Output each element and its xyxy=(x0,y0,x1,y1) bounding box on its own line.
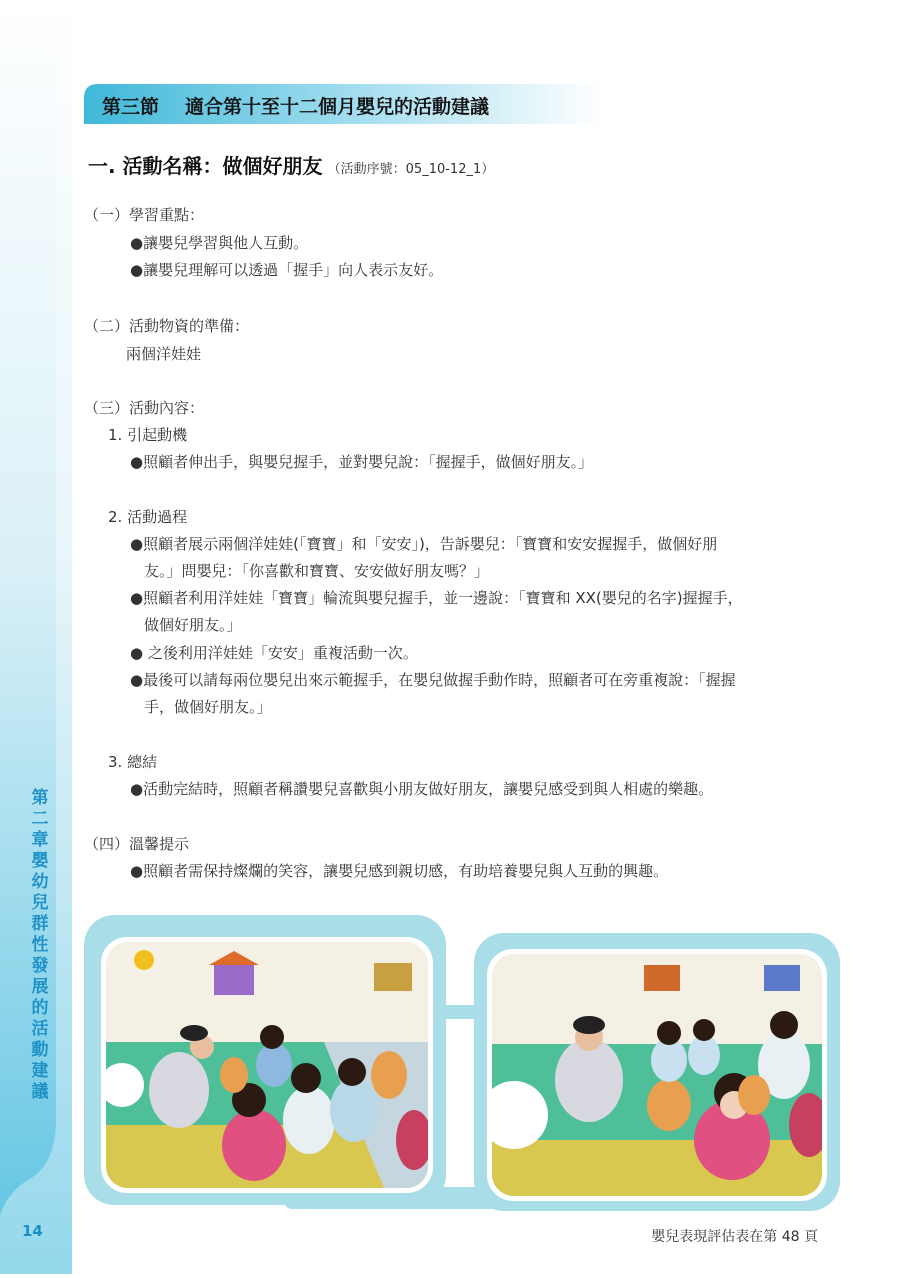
section-number: 第三節 xyxy=(102,96,160,118)
activity-heading: 一. 活動名稱：做個好朋友 xyxy=(88,154,323,178)
step1-heading: 1. 引起動機 xyxy=(108,426,188,444)
step2-line: 友。」問嬰兒：「你喜歡和寶寶、安安做好朋友嗎？」 xyxy=(144,562,490,580)
section-heading xyxy=(102,92,489,119)
materials-heading: （二）活動物資的準備： xyxy=(84,317,250,335)
activity-serial: （活動序號：05_10-12_1） xyxy=(327,162,495,177)
step3-heading: 3. 總結 xyxy=(108,753,158,771)
activity-title xyxy=(88,150,494,179)
focus-item: ●讓嬰兒理解可以透過「握手」向人表示友好。 xyxy=(130,261,444,279)
tips-heading: （四）溫馨提示 xyxy=(84,835,190,853)
activity-photo-left xyxy=(100,937,433,1193)
step2-line: 做個好朋友。」 xyxy=(144,616,242,634)
section-title: 適合第十至十二個月嬰兒的活動建議 xyxy=(185,96,490,118)
content-heading: （三）活動內容： xyxy=(84,399,205,417)
focus-item: ●讓嬰兒學習與他人互動。 xyxy=(130,234,309,252)
page-number: 14 xyxy=(22,1222,43,1240)
step2-line: 手，做個好朋友。」 xyxy=(144,698,272,716)
activity-photo-right xyxy=(480,949,829,1201)
materials-value: 兩個洋娃娃 xyxy=(126,345,202,363)
photo-gallery xyxy=(84,915,840,1211)
step2-line: ●照顧者展示兩個洋娃娃(「寶寶」和「安安」)，告訴嬰兒：「寶寶和安安握握手，做個好朋 xyxy=(130,535,718,553)
step1-item: ●照顧者伸出手，與嬰兒握手，並對嬰兒說：「握握手，做個好朋友。」 xyxy=(130,453,594,471)
step3-item: ●活動完結時，照顧者稱讚嬰兒喜歡與小朋友做好朋友，讓嬰兒感受到與人相處的樂趣。 xyxy=(130,780,714,798)
chapter-title: 第二章 嬰幼兒群性發展的活動建議 xyxy=(31,788,49,1102)
step2-line: ●最後可以請每兩位嬰兒出來示範握手，在嬰兒做握手動作時，照顧者可在旁重複說：「握握 xyxy=(130,671,736,689)
step2-heading: 2. 活動過程 xyxy=(108,508,188,526)
step2-line: ● 之後利用洋娃娃「安安」重複活動一次。 xyxy=(130,644,418,662)
assessment-reference: 嬰兒表現評估表在第 48 頁 xyxy=(651,1229,818,1245)
focus-heading: （一）學習重點： xyxy=(84,206,205,224)
step2-line: ●照顧者利用洋娃娃「寶寶」輪流與嬰兒握手，並一邊說：「寶寶和 XX(嬰兒的名字)握握手， xyxy=(130,589,743,607)
tips-item: ●照顧者需保持燦爛的笑容，讓嬰兒感到親切感，有助培養嬰兒與人互動的興趣。 xyxy=(130,862,669,880)
